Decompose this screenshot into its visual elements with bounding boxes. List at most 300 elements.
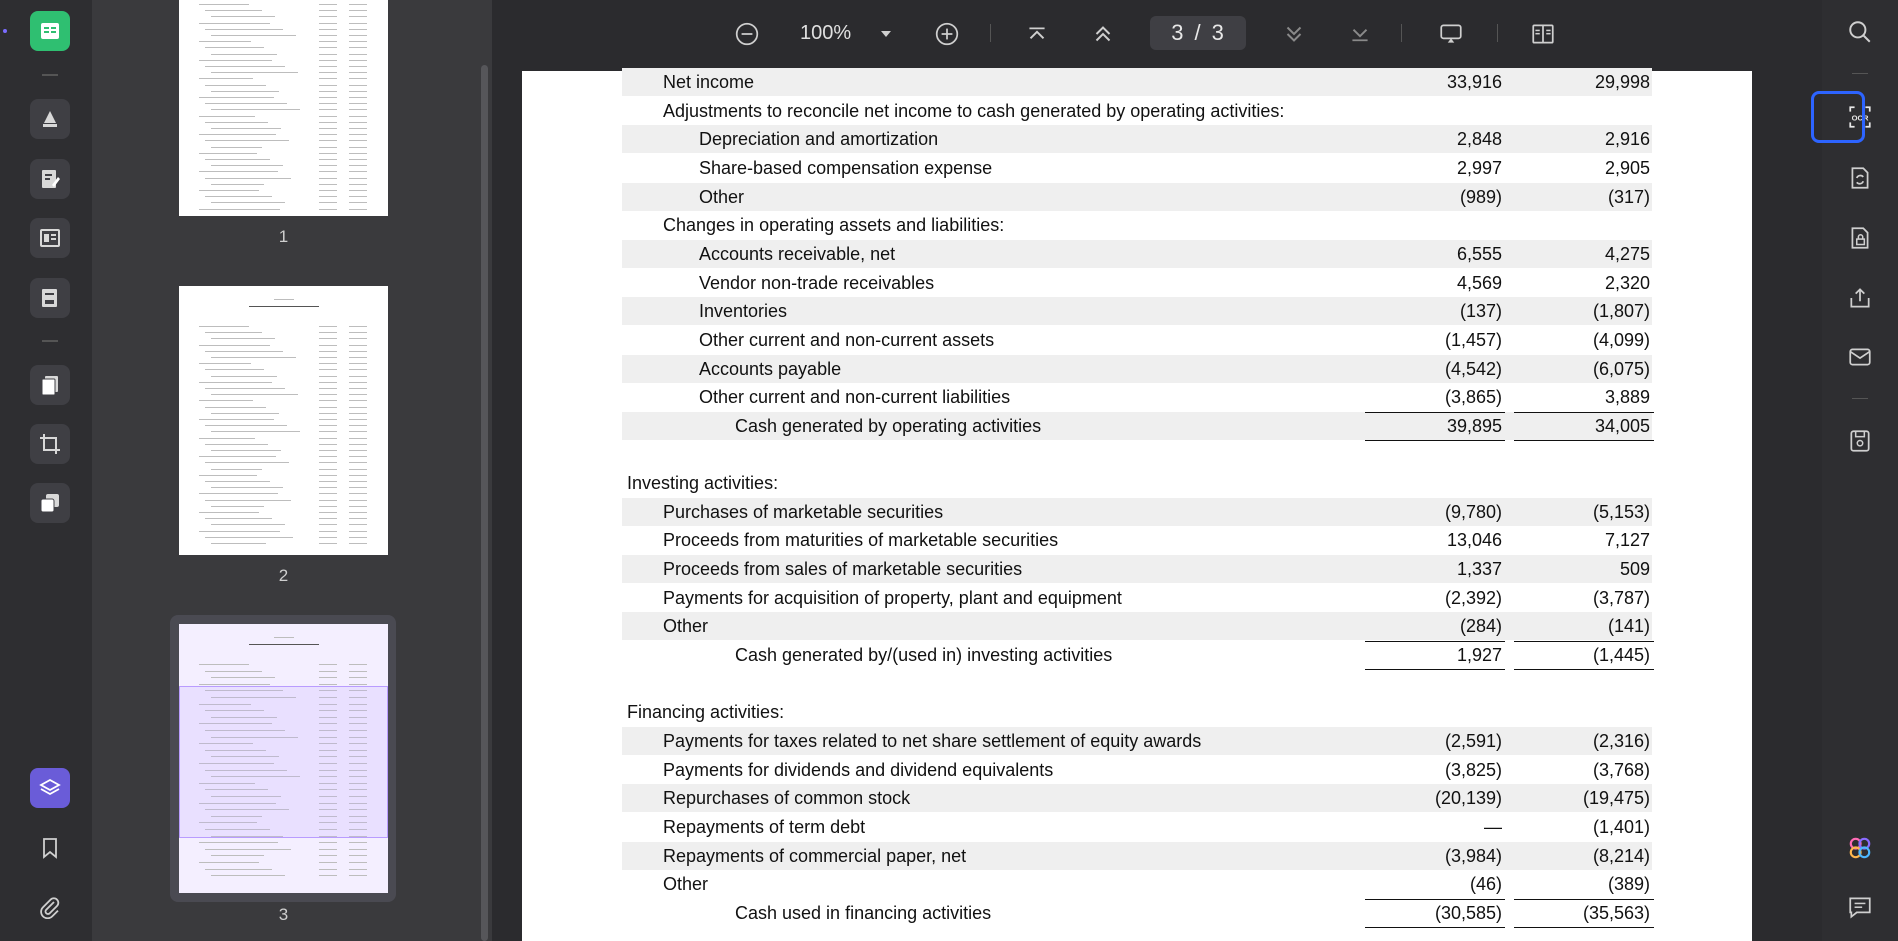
row-label: Cash generated by operating activities xyxy=(735,415,1042,436)
thumbnail-page-number: 2 xyxy=(278,566,289,585)
thumbnail-text-line xyxy=(211,506,264,507)
thumbnail-text-line xyxy=(319,413,337,414)
thumbnail-text-line xyxy=(349,78,367,79)
value-prior-period: (35,563) xyxy=(1582,902,1650,923)
thumbnail-text-line xyxy=(349,855,367,856)
thumbnail-text-line xyxy=(349,537,367,538)
thumbnail-text-line xyxy=(211,469,262,470)
page-thumbnail-2[interactable] xyxy=(179,286,388,555)
thumbnail-text-line xyxy=(349,332,367,333)
thumbnail-text-line xyxy=(349,153,367,154)
statement-row xyxy=(622,842,1652,870)
thumbnail-title-line xyxy=(249,644,319,645)
thumbnail-text-line xyxy=(349,524,367,525)
thumbnail-text-line xyxy=(199,684,270,685)
share-icon[interactable] xyxy=(1842,280,1878,316)
value-current-period: (1,457) xyxy=(1444,329,1502,350)
statement-row xyxy=(622,698,1652,726)
page-separator: / xyxy=(1194,20,1202,45)
page-thumbnail-3[interactable] xyxy=(179,624,388,893)
row-label: Payments for acquisition of property, plant and equipment xyxy=(663,587,1122,608)
row-label: Other xyxy=(663,616,709,637)
thumbnail-text-line xyxy=(211,202,285,203)
row-label: Proceeds from maturities of marketable securities xyxy=(663,530,1059,551)
thumbnail-text-line xyxy=(349,357,367,358)
thumbnail-text-line xyxy=(349,400,367,401)
thumbnail-text-line xyxy=(319,684,337,685)
value-prior-period: 34,005 xyxy=(1594,415,1650,436)
thumbnail-page-number: 1 xyxy=(278,227,289,246)
thumbnail-text-line xyxy=(349,462,367,463)
thumbnail-text-line xyxy=(319,500,337,501)
thumbnail-text-line xyxy=(319,664,337,665)
thumbnail-text-line xyxy=(349,140,367,141)
email-icon[interactable] xyxy=(1842,339,1878,375)
thumbnail-text-line xyxy=(199,842,278,843)
value-prior-period: 2,905 xyxy=(1604,157,1650,178)
thumbnail-text-line xyxy=(349,456,367,457)
thumbnail-text-line xyxy=(349,202,367,203)
thumbnail-text-line xyxy=(319,456,337,457)
value-prior-period: (4,099) xyxy=(1592,329,1650,350)
total-rule xyxy=(1365,899,1505,900)
current-page[interactable]: 3 xyxy=(1171,20,1185,45)
thumbnail-text-line xyxy=(205,425,287,426)
row-label: Repayments of term debt xyxy=(663,816,866,837)
layers-icon[interactable] xyxy=(30,768,70,808)
row-label: Proceeds from sales of marketable securities xyxy=(663,559,1023,580)
thumbnail-text-line xyxy=(205,407,266,408)
statement-row xyxy=(622,727,1652,755)
svg-text:OCR: OCR xyxy=(1851,113,1869,123)
thumbnail-text-line xyxy=(319,159,337,160)
row-label: Net income xyxy=(663,72,755,92)
thumbnail-text-line xyxy=(349,487,367,488)
thumbnail-text-line xyxy=(349,671,367,672)
statement-row xyxy=(622,211,1652,239)
crop-icon[interactable] xyxy=(30,424,70,464)
row-label: Payments for taxes related to net share settlement of equity awards xyxy=(663,730,1202,751)
thumbnail-text-line xyxy=(211,147,262,148)
thumbnail-text-line xyxy=(319,345,337,346)
thumbnail-text-line xyxy=(319,147,337,148)
thumbnail-text-line xyxy=(199,345,270,346)
bookmark-icon[interactable] xyxy=(34,832,66,864)
thumbnail-text-line xyxy=(319,862,337,863)
statement-row xyxy=(622,670,1652,698)
thumbnail-text-line xyxy=(319,450,337,451)
total-rule xyxy=(1365,641,1505,642)
highlight-tool-icon[interactable] xyxy=(30,99,70,139)
thumbnail-text-line xyxy=(319,506,337,507)
thumbnail-text-line xyxy=(319,462,337,463)
search-icon[interactable] xyxy=(1842,14,1878,50)
thumbnail-text-line xyxy=(349,41,367,42)
indicator-dot xyxy=(3,29,7,33)
thumbnail-text-line xyxy=(349,66,367,67)
thumbnail-text-line xyxy=(319,171,337,172)
row-label: Repurchases of common stock xyxy=(663,788,911,809)
thumbnail-text-line xyxy=(205,351,283,352)
edit-pdf-icon[interactable] xyxy=(30,159,70,199)
thumbnail-text-line xyxy=(349,184,367,185)
page-layout-icon[interactable] xyxy=(1528,19,1558,49)
thumbnail-text-line xyxy=(211,855,264,856)
row-label: Other xyxy=(699,186,745,207)
thumbnail-text-line xyxy=(349,394,367,395)
thumbnail-text-line xyxy=(349,438,367,439)
thumbnail-text-line xyxy=(319,869,337,870)
value-prior-period: 3,889 xyxy=(1604,387,1650,408)
thumbnail-text-line xyxy=(199,97,274,98)
fill-sign-icon[interactable] xyxy=(30,278,70,318)
previous-page-icon[interactable] xyxy=(1088,19,1118,49)
thumbnail-text-line xyxy=(205,66,285,67)
thumbnail-text-line xyxy=(211,450,281,451)
value-prior-period: 509 xyxy=(1619,559,1650,580)
value-current-period: (3,984) xyxy=(1444,845,1502,866)
thumbnail-text-line xyxy=(319,122,337,123)
value-current-period: (4,542) xyxy=(1444,358,1502,379)
thumbnail-text-line xyxy=(199,4,249,5)
thumbnail-text-line xyxy=(319,531,337,532)
thumbnail-text-line xyxy=(319,184,337,185)
thumbnail-text-line xyxy=(319,438,337,439)
thumbnail-scrollbar[interactable] xyxy=(481,65,488,941)
thumbnail-text-line xyxy=(319,196,337,197)
next-page-icon[interactable] xyxy=(1279,19,1309,49)
thumbnail-text-line xyxy=(349,85,367,86)
thumbnail-text-line xyxy=(199,23,270,24)
statement-row xyxy=(622,469,1652,497)
thumbnail-text-line xyxy=(199,116,255,117)
thumbnail-title-line xyxy=(274,637,294,638)
thumbnail-text-line xyxy=(349,338,367,339)
value-prior-period: (8,214) xyxy=(1592,845,1650,866)
value-current-period: (284) xyxy=(1459,616,1502,637)
thumbnail-text-line xyxy=(349,413,367,414)
value-current-period: (989) xyxy=(1459,186,1502,207)
value-prior-period: 2,320 xyxy=(1604,272,1650,293)
row-label: Share-based compensation expense xyxy=(699,157,993,178)
batch-tools-icon[interactable] xyxy=(30,483,70,523)
value-prior-period: 4,275 xyxy=(1604,243,1650,264)
value-prior-period: (141) xyxy=(1607,616,1650,637)
thumbnail-text-line xyxy=(319,190,337,191)
zoom-dropdown-icon[interactable] xyxy=(874,19,898,49)
convert-icon[interactable] xyxy=(1842,160,1878,196)
thumbnail-text-line xyxy=(199,531,280,532)
zoom-in-icon[interactable] xyxy=(932,19,962,49)
thumbnail-text-line xyxy=(349,531,367,532)
thumbnail-text-line xyxy=(319,677,337,678)
thumbnail-text-line xyxy=(319,41,337,42)
form-tool-icon[interactable] xyxy=(30,218,70,258)
statement-row xyxy=(622,756,1652,784)
attachment-icon[interactable] xyxy=(34,891,66,923)
thumbnail-text-line xyxy=(205,10,262,11)
thumbnail-text-line xyxy=(205,159,270,160)
value-prior-period: 29,998 xyxy=(1594,72,1650,92)
thumbnail-text-line xyxy=(319,481,337,482)
statement-row xyxy=(622,326,1652,354)
thumbnail-text-line xyxy=(211,184,264,185)
first-page-icon[interactable] xyxy=(1022,19,1052,49)
thumbnail-text-line xyxy=(199,134,276,135)
row-label: Payments for dividends and dividend equivalents xyxy=(663,759,1054,780)
thumbnail-text-line xyxy=(211,16,275,17)
thumbnail-text-line xyxy=(349,677,367,678)
toolbar-divider xyxy=(1401,24,1402,42)
thumbnail-text-line xyxy=(349,475,367,476)
thumbnail-title-line xyxy=(274,299,294,300)
organize-pages-icon[interactable] xyxy=(30,365,70,405)
last-page-icon[interactable] xyxy=(1345,19,1375,49)
thumbnail-text-line xyxy=(349,190,367,191)
thumbnail-text-line xyxy=(199,512,259,513)
thumbnail-text-line xyxy=(349,72,367,73)
value-prior-period: (3,768) xyxy=(1592,759,1650,780)
row-label: Other current and non-current assets xyxy=(699,329,995,350)
thumbnail-text-line xyxy=(205,462,289,463)
ai-assistant-icon[interactable] xyxy=(1842,830,1878,866)
thumbnail-text-line xyxy=(349,849,367,850)
statement-row xyxy=(622,97,1652,125)
value-prior-period: (1,445) xyxy=(1592,645,1650,665)
thumbnail-text-line xyxy=(319,394,337,395)
thumbnail-text-line xyxy=(349,419,367,420)
thumbnail-text-line xyxy=(349,326,367,327)
thumbnail-text-line xyxy=(205,444,268,445)
save-icon[interactable] xyxy=(1842,423,1878,459)
value-current-period: 4,569 xyxy=(1456,272,1502,293)
thumbnail-text-line xyxy=(349,842,367,843)
thumbnail-text-line xyxy=(349,345,367,346)
reader-mode-icon[interactable] xyxy=(30,11,70,51)
statement-row xyxy=(622,498,1652,526)
value-prior-period: (2,316) xyxy=(1592,730,1650,751)
toolbar-divider xyxy=(990,24,991,42)
thumbnail-text-line xyxy=(319,369,337,370)
thumbnail-text-line xyxy=(319,351,337,352)
value-current-period: (3,825) xyxy=(1444,759,1502,780)
thumbnail-text-line xyxy=(349,109,367,110)
row-label: Investing activities: xyxy=(627,473,779,494)
thumbnail-text-line xyxy=(349,684,367,685)
row-label: Repayments of commercial paper, net xyxy=(663,845,967,866)
thumbnail-text-line xyxy=(349,369,367,370)
thumbnail-text-line xyxy=(349,425,367,426)
statement-row xyxy=(622,813,1652,841)
thumbnail-text-line xyxy=(349,147,367,148)
thumbnail-text-line xyxy=(319,407,337,408)
thumbnail-text-line xyxy=(319,855,337,856)
total-rule xyxy=(1365,412,1505,413)
thumbnail-text-line xyxy=(319,671,337,672)
thumbnail-text-line xyxy=(205,481,270,482)
thumbnail-text-line xyxy=(319,202,337,203)
thumbnail-text-line xyxy=(205,849,291,850)
thumbnail-text-line xyxy=(199,862,259,863)
thumbnail-text-line xyxy=(349,54,367,55)
thumbnail-text-line xyxy=(319,326,337,327)
protect-icon[interactable] xyxy=(1842,220,1878,256)
thumbnail-text-line xyxy=(211,72,298,73)
value-prior-period: 2,916 xyxy=(1604,129,1650,150)
thumbnail-text-line xyxy=(319,425,337,426)
value-prior-period: (1,807) xyxy=(1592,301,1650,322)
value-prior-period: (3,787) xyxy=(1592,587,1650,608)
thumbnail-text-line xyxy=(205,196,272,197)
thumbnail-text-line xyxy=(349,493,367,494)
thumbnail-text-line xyxy=(349,29,367,30)
thumbnail-text-line xyxy=(205,388,285,389)
thumbnail-text-line xyxy=(319,109,337,110)
value-current-period: 2,848 xyxy=(1456,129,1502,150)
value-current-period: 1,927 xyxy=(1456,645,1502,665)
row-label: Inventories xyxy=(699,301,788,322)
value-current-period: 39,895 xyxy=(1446,415,1502,436)
statement-row xyxy=(622,68,1652,96)
thumbnail-text-line xyxy=(319,72,337,73)
page-indicator[interactable] xyxy=(1150,16,1246,50)
value-current-period: — xyxy=(1484,816,1502,837)
present-slideshow-icon[interactable] xyxy=(1436,19,1466,49)
comment-icon[interactable] xyxy=(1842,889,1878,925)
document-page[interactable] xyxy=(522,71,1752,941)
row-label: Other xyxy=(663,874,709,895)
thumbnail-text-line xyxy=(349,196,367,197)
value-current-period: (3,865) xyxy=(1444,387,1502,408)
thumbnail-text-line xyxy=(319,16,337,17)
statement-row xyxy=(622,269,1652,297)
thumbnail-text-line xyxy=(205,29,283,30)
zoom-level[interactable]: 100% xyxy=(800,22,852,44)
thumbnail-text-line xyxy=(211,128,281,129)
statement-row xyxy=(622,784,1652,812)
thumbnail-text-line xyxy=(319,134,337,135)
statement-row xyxy=(622,240,1652,268)
thumbnail-text-line xyxy=(205,500,291,501)
thumbnail-text-line xyxy=(319,537,337,538)
thumbnail-text-line xyxy=(199,78,253,79)
thumbnail-text-line xyxy=(349,363,367,364)
toolbar-divider xyxy=(42,74,58,76)
thumbnail-text-line xyxy=(199,363,251,364)
thumbnail-text-line xyxy=(211,543,266,544)
value-prior-period: (5,153) xyxy=(1592,501,1650,522)
thumbnail-text-line xyxy=(349,664,367,665)
thumbnail-title-line xyxy=(249,306,319,307)
thumbnail-text-line xyxy=(319,332,337,333)
thumbnail-text-line xyxy=(211,875,285,876)
thumbnail-text-line xyxy=(205,178,291,179)
total-rule xyxy=(1365,927,1505,928)
value-prior-period: (6,075) xyxy=(1592,358,1650,379)
thumbnail-text-line xyxy=(349,47,367,48)
thumbnail-text-line xyxy=(349,122,367,123)
value-current-period: (46) xyxy=(1469,874,1502,895)
thumbnail-text-line xyxy=(211,165,283,166)
statement-row xyxy=(622,440,1652,468)
thumbnail-text-line xyxy=(319,376,337,377)
thumbnail-text-line xyxy=(349,60,367,61)
thumbnail-text-line xyxy=(319,431,337,432)
thumbnail-text-line xyxy=(199,153,257,154)
thumbnail-text-line xyxy=(319,116,337,117)
thumbnail-text-line xyxy=(199,475,257,476)
value-current-period: (9,780) xyxy=(1444,501,1502,522)
row-label: Changes in operating assets and liabilities: xyxy=(663,215,1005,236)
row-label: Accounts receivable, net xyxy=(699,243,896,264)
statement-row xyxy=(622,183,1652,211)
statement-row xyxy=(622,297,1652,325)
value-prior-period: 7,127 xyxy=(1604,530,1650,551)
thumbnail-text-line xyxy=(349,171,367,172)
thumbnail-text-line xyxy=(349,116,367,117)
value-prior-period: (19,475) xyxy=(1582,788,1650,809)
statement-row xyxy=(622,412,1652,440)
thumbnail-text-line xyxy=(319,85,337,86)
page-thumbnail-1[interactable] xyxy=(179,0,388,216)
thumbnail-text-line xyxy=(349,500,367,501)
thumbnail-text-line xyxy=(199,60,272,61)
thumbnail-text-line xyxy=(349,351,367,352)
thumbnail-text-line xyxy=(349,543,367,544)
thumbnail-text-line xyxy=(199,190,259,191)
thumbnail-text-line xyxy=(349,23,367,24)
row-label: Cash generated by/(used in) investing activities xyxy=(735,645,1113,665)
thumbnail-text-line xyxy=(205,332,262,333)
thumbnail-text-line xyxy=(319,849,337,850)
thumbnail-text-line xyxy=(349,16,367,17)
toolbar-divider xyxy=(1852,398,1868,399)
statement-row xyxy=(622,641,1652,669)
thumbnail-text-line xyxy=(319,400,337,401)
zoom-out-icon[interactable] xyxy=(732,19,762,49)
value-current-period: (30,585) xyxy=(1434,902,1502,923)
thumbnail-text-line xyxy=(319,357,337,358)
thumbnail-text-line xyxy=(349,444,367,445)
thumbnail-text-line xyxy=(349,134,367,135)
total-rule xyxy=(1514,927,1654,928)
thumbnail-text-line xyxy=(319,54,337,55)
thumbnail-text-line xyxy=(319,178,337,179)
total-rule xyxy=(1514,899,1654,900)
thumbnail-text-line xyxy=(349,103,367,104)
thumbnail-text-line xyxy=(199,400,253,401)
value-current-period: 33,916 xyxy=(1446,72,1502,92)
thumbnail-text-line xyxy=(199,41,251,42)
thumbnail-text-line xyxy=(211,487,283,488)
thumbnail-text-line xyxy=(319,487,337,488)
thumbnail-text-line xyxy=(319,29,337,30)
thumbnail-text-line xyxy=(319,153,337,154)
thumbnail-text-line xyxy=(211,677,275,678)
row-label: Cash used in financing activities xyxy=(735,902,992,923)
value-current-period: (2,591) xyxy=(1444,730,1502,751)
thumbnail-text-line xyxy=(211,431,300,432)
thumbnail-text-line xyxy=(319,35,337,36)
thumbnail-text-line xyxy=(349,178,367,179)
thumbnail-text-line xyxy=(199,326,249,327)
thumbnail-text-line xyxy=(349,450,367,451)
thumbnail-text-line xyxy=(211,91,279,92)
thumbnail-text-line xyxy=(319,66,337,67)
thumbnail-text-line xyxy=(319,10,337,11)
thumbnail-text-line xyxy=(199,664,249,665)
thumbnail-text-line xyxy=(349,4,367,5)
